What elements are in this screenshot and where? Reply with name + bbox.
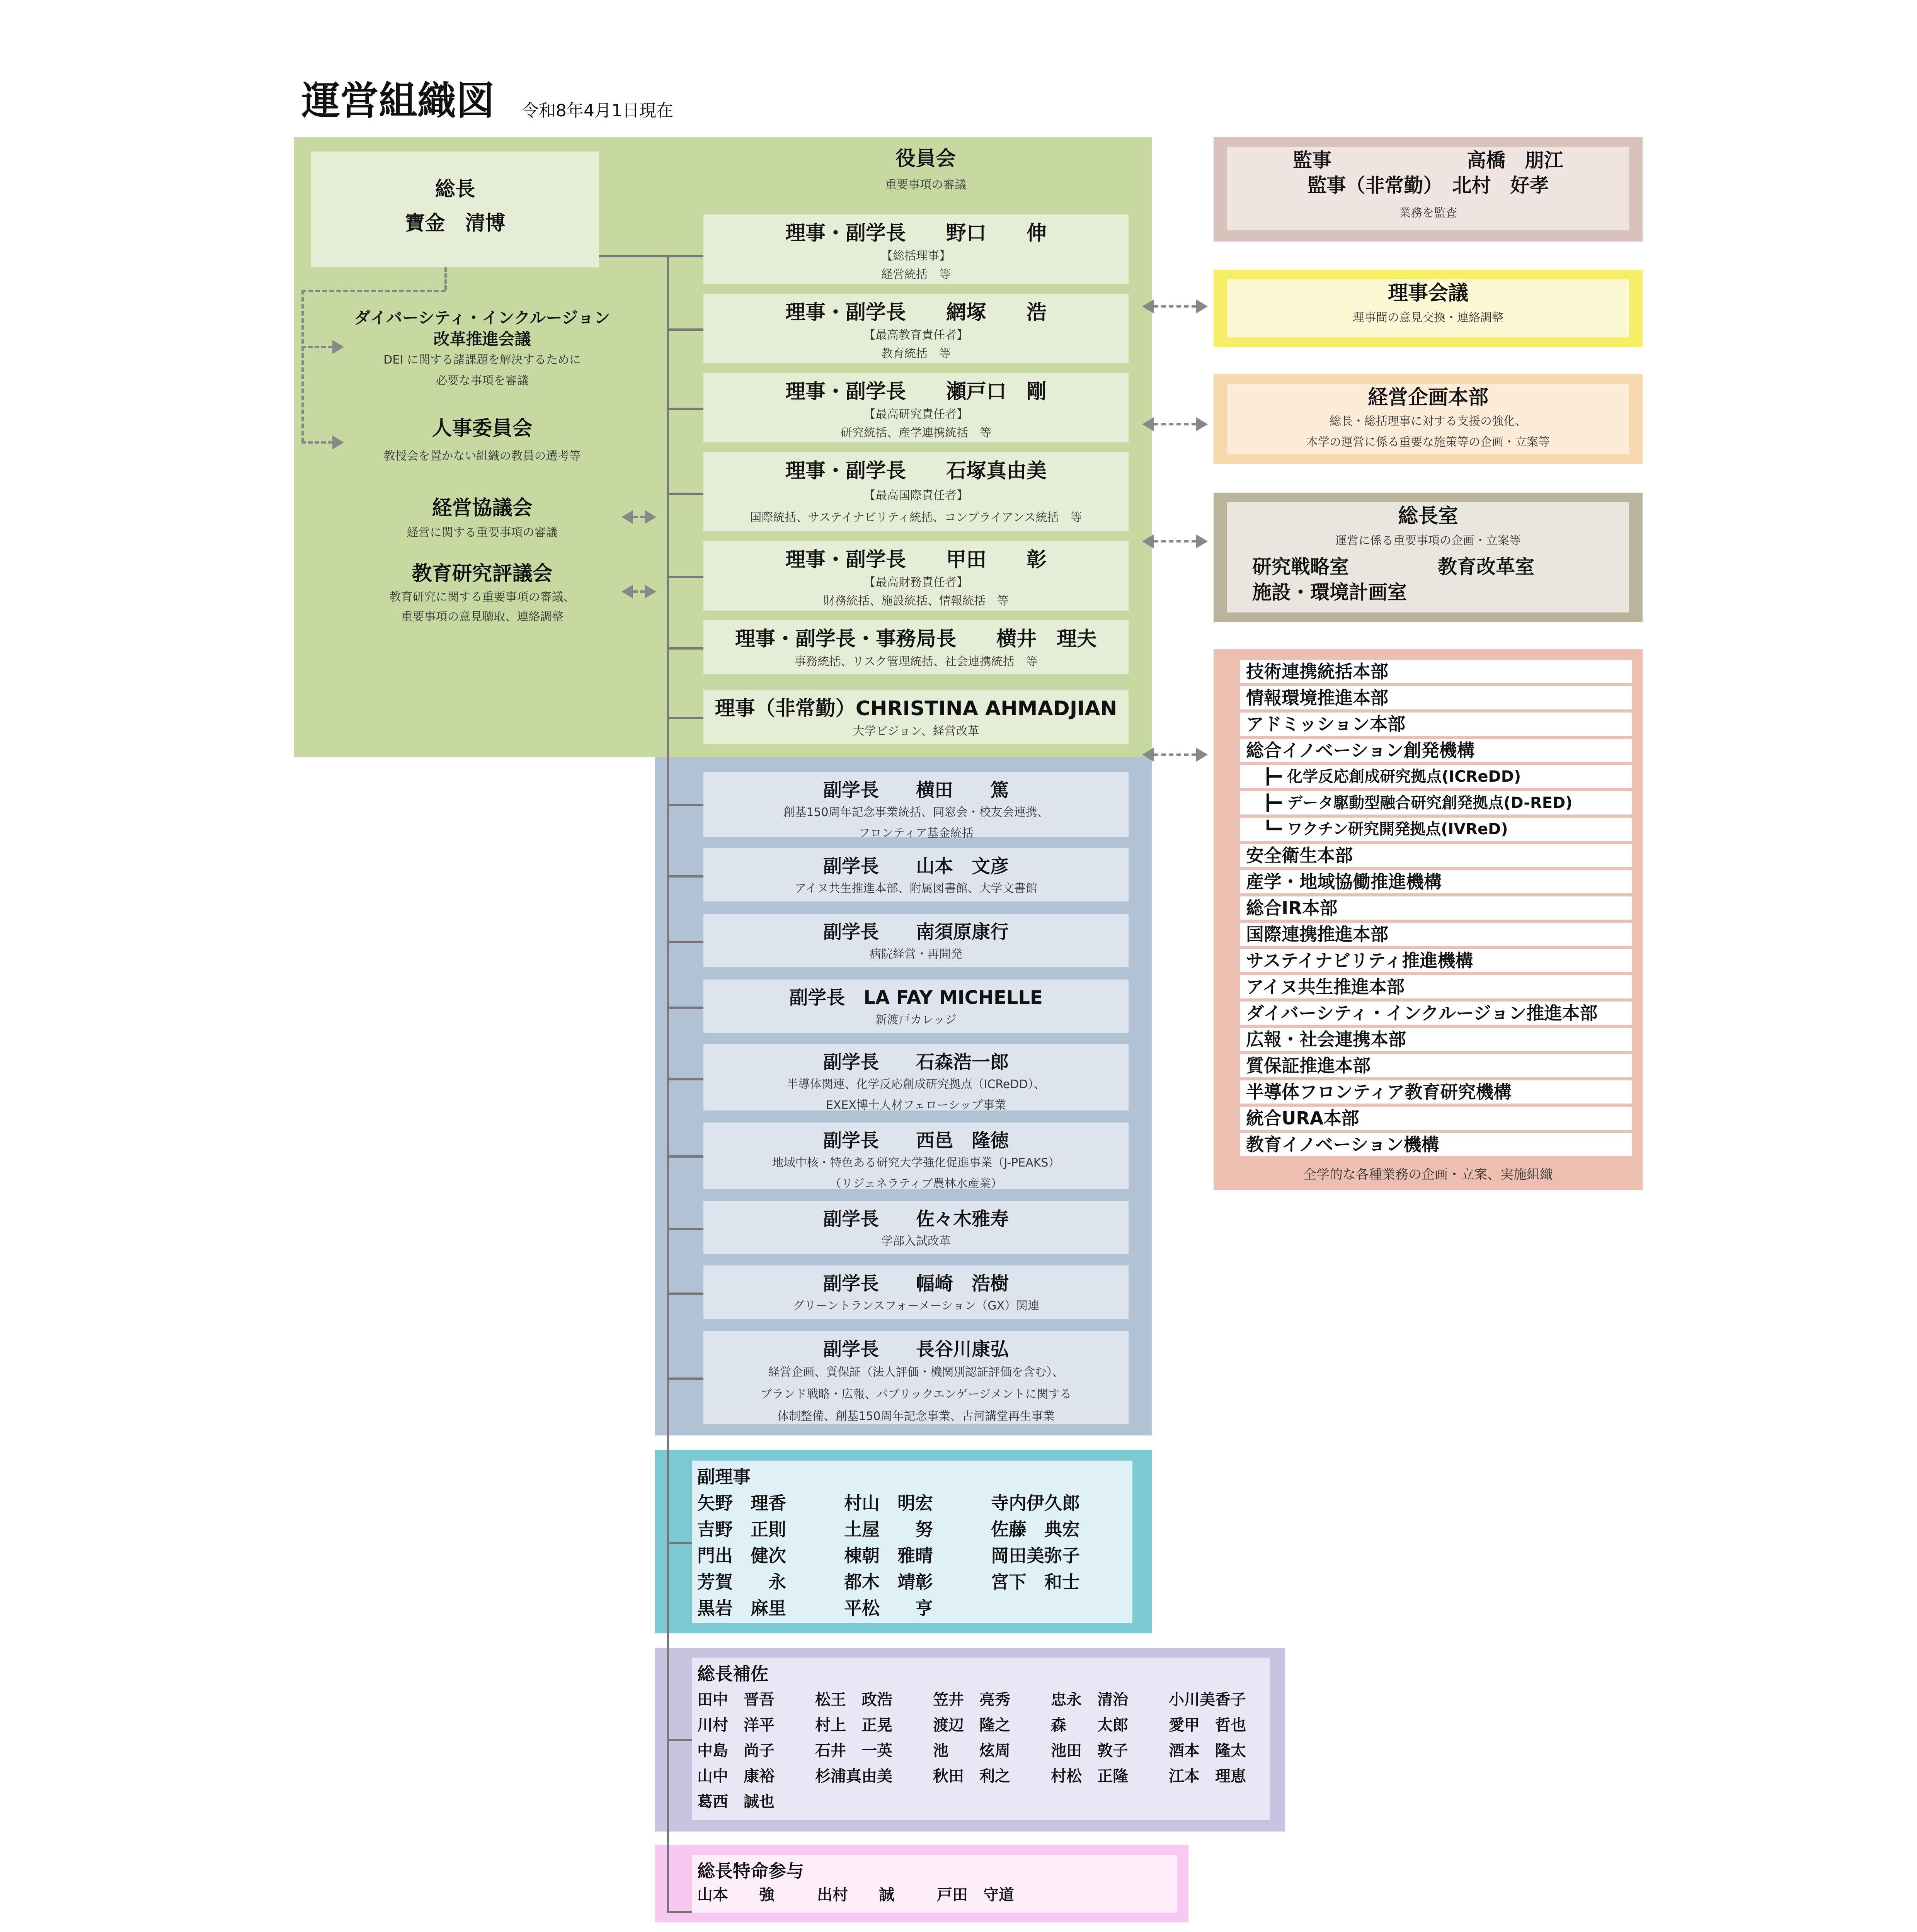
director-card[interactable] (703, 452, 1129, 531)
vp-duty: 病院経営・再開発 (870, 947, 962, 961)
unit-item[interactable]: 国際連携推進本部 (1239, 922, 1633, 947)
unit-item[interactable]: 総合イノベーション創発機構 (1239, 738, 1633, 763)
assistant-row: 川村 洋平 村上 正晃 渡辺 隆之 森 太郎 愛甲 哲也 (697, 1716, 1246, 1734)
vicedirector-row: 黒岩 麻里 平松 亨 (697, 1598, 933, 1619)
president-title: 総長 (435, 178, 475, 201)
director-card[interactable] (703, 690, 1129, 744)
director-card[interactable] (703, 294, 1129, 363)
committee-title: 人事委員会 (432, 417, 533, 440)
vicedirector-row: 吉野 正則 土屋 努 佐藤 典宏 (697, 1519, 1080, 1540)
office-item[interactable]: 研究戦略室 (1252, 555, 1349, 578)
vp-name: 副学長 石森浩一郎 (823, 1051, 1009, 1073)
unit-item[interactable]: 質保証推進本部 (1239, 1053, 1633, 1078)
director-role: 【最高研究責任者】 (864, 407, 968, 421)
board-title: 役員会 (895, 147, 956, 170)
director-role: 【最高国際責任者】 (864, 488, 968, 502)
unit-item[interactable]: 安全衛生本部 (1239, 843, 1633, 868)
assistant-row: 葛西 誠也 (697, 1793, 775, 1811)
president-box[interactable] (311, 151, 599, 267)
board-desc: 重要事項の審議 (885, 178, 966, 192)
committee-desc: 必要な事項を審議 (436, 374, 529, 388)
connector-line (667, 493, 703, 495)
vp-duty: 新渡戸カレッジ (875, 1013, 957, 1027)
connector-line (667, 1378, 703, 1380)
unit-subitem[interactable]: ┣━ データ駆動型融合研究創発拠点(D-RED) (1239, 790, 1633, 816)
committee-title: 改革推進会議 (433, 329, 531, 349)
assistant-box[interactable] (692, 1658, 1270, 1820)
connector-line (667, 941, 703, 943)
connector-line (667, 328, 703, 331)
management-council[interactable] (344, 491, 620, 544)
units-footer: 全学的な各種業務の企画・立案、実施組織 (1303, 1167, 1553, 1182)
vp-name: 副学長 幅崎 浩樹 (823, 1273, 1009, 1294)
committee-title: 経営協議会 (432, 497, 533, 520)
connector-line (667, 1228, 703, 1230)
vp-name: 副学長 横田 篤 (823, 779, 1009, 801)
unit-item[interactable]: アドミッション本部 (1239, 711, 1633, 737)
vp-card[interactable] (703, 1331, 1129, 1424)
director-duty: 経営統括 等 (881, 267, 951, 281)
arrow-left-icon (621, 585, 633, 599)
director-name: 理事・副学長 網塚 浩 (785, 301, 1047, 324)
special-title: 総長特命参与 (697, 1861, 804, 1881)
arrow-left-icon (1142, 299, 1154, 313)
connector-line (667, 408, 703, 410)
unit-item[interactable]: ダイバーシティ・インクルージョン推進本部 (1239, 1000, 1633, 1026)
council-title: 理事会議 (1388, 282, 1468, 305)
connector-dashed (1154, 753, 1196, 756)
education-research-council[interactable] (344, 556, 620, 626)
connector-line (667, 1155, 703, 1158)
vp-card[interactable] (703, 772, 1129, 840)
vp-name: 副学長 LA FAY MICHELLE (789, 987, 1043, 1009)
arrow-left-icon (621, 510, 633, 524)
director-duty: 財務統括、施設統括、情報統括 等 (823, 594, 1009, 608)
vicedirector-row: 芳賀 永 都木 靖彰 宮下 和士 (697, 1571, 1080, 1592)
arrow-right-icon (1196, 748, 1208, 762)
connector-dashed (1154, 540, 1196, 543)
vp-duty: 学部入試改革 (881, 1235, 951, 1248)
director-name: 理事・副学長 野口 伸 (785, 222, 1047, 245)
unit-item[interactable]: 情報環境推進本部 (1239, 685, 1633, 711)
vicedirector-row: 矢野 理香 村山 明宏 寺内伊久郎 (697, 1493, 1080, 1514)
office-item[interactable]: 教育改革室 (1438, 555, 1534, 578)
connector-dashed (1154, 305, 1196, 308)
vp-duty: 半導体関連、化学反応創成研究拠点（ICReDD）、 (787, 1078, 1045, 1092)
planning-desc: 総長・総括理事に対する支援の強化、 (1330, 414, 1527, 428)
connector-dashed (301, 346, 332, 348)
vp-duty: 創基150周年記念事業統括、同窓会・校友会連携、 (783, 806, 1049, 820)
unit-item[interactable]: 教育イノベーション機構 (1239, 1132, 1633, 1157)
connector-dashed (633, 590, 645, 593)
office-item[interactable]: 施設・環境計画室 (1252, 581, 1407, 604)
director-role: 【最高教育責任者】 (864, 328, 968, 342)
gov-date: 令和8年4月1日現在 (522, 101, 673, 121)
special-box[interactable] (692, 1855, 1177, 1913)
assistant-row: 山中 康裕 杉浦真由美 秋田 利之 村松 正隆 江本 理恵 (697, 1767, 1246, 1785)
director-role: 【総括理事】 (881, 249, 951, 263)
connector-dashed (444, 267, 447, 290)
unit-item[interactable]: 技術連携統括本部 (1239, 659, 1633, 684)
committee-desc: 経営に関する重要事項の審議 (407, 526, 558, 539)
vp-duty: グリーントランスフォーメーション（GX）関連 (792, 1299, 1040, 1313)
vp-name: 副学長 南須原康行 (823, 921, 1009, 943)
connector-line (599, 255, 703, 257)
unit-subitem[interactable]: ┣━ 化学反応創成研究拠点(ICReDD) (1239, 764, 1633, 789)
gov-title: 運営組織図 (301, 78, 495, 123)
unit-item[interactable]: 総合IR本部 (1239, 895, 1633, 921)
arrow-right-icon (1196, 534, 1208, 548)
vicedirector-title: 副理事 (697, 1466, 751, 1487)
auditors-desc: 業務を監査 (1399, 206, 1457, 220)
connector-line (667, 1911, 692, 1913)
vicedirector-row: 門出 健次 棟朝 雅晴 岡田美弥子 (697, 1545, 1080, 1566)
director-card[interactable] (703, 373, 1129, 442)
vp-card[interactable] (703, 914, 1129, 967)
director-duty: 国際統括、サステイナビリティ統括、コンプライアンス統括 等 (750, 510, 1082, 524)
vp-name: 副学長 西邑 隆徳 (823, 1130, 1009, 1151)
director-name: 理事・副学長 石塚真由美 (785, 459, 1047, 483)
office-title: 総長室 (1398, 505, 1458, 528)
unit-item[interactable]: サステイナビリティ推進機構 (1239, 948, 1633, 973)
vp-card[interactable] (703, 980, 1129, 1033)
office-desc: 運営に係る重要事項の企画・立案等 (1335, 534, 1521, 548)
arrow-right-icon (1196, 417, 1208, 431)
vp-duty: 体制整備、創基150周年記念事業、古河講堂再生事業 (777, 1410, 1055, 1423)
director-name: 理事・副学長 甲田 彰 (785, 548, 1047, 571)
committee-title: 教育研究評議会 (412, 562, 553, 585)
connector-line (667, 1293, 703, 1295)
unit-item[interactable]: 産学・地域協働推進機構 (1239, 869, 1633, 895)
office-items (1252, 554, 1643, 605)
connector-line (667, 804, 703, 806)
connector-dashed (301, 290, 446, 292)
unit-item[interactable]: 半導体フロンティア教育研究機構 (1239, 1079, 1633, 1105)
vp-card[interactable] (703, 1122, 1129, 1189)
vp-duty: アイヌ共生推進本部、附属図書館、大学文書館 (795, 882, 1037, 896)
council-box[interactable] (1214, 270, 1643, 347)
connector-dashed (633, 516, 645, 518)
auditor-name: 監事 高橋 朋江 (1293, 149, 1563, 172)
vp-duty: EXEX博士人材フェローシップ事業 (826, 1099, 1006, 1112)
auditor-name: 監事（非常勤） 北村 好孝 (1307, 174, 1549, 197)
director-duty: 研究統括、産学連携統括 等 (841, 426, 991, 440)
vp-duty: 地域中核・特色ある研究大学強化促進事業（J-PEAKS） (772, 1156, 1060, 1170)
connector-dashed (1154, 423, 1196, 425)
unit-item[interactable]: 統合URA本部 (1239, 1105, 1633, 1131)
assistant-row: 田中 晋吾 松王 政浩 笠井 亮秀 忠永 清治 小川美香子 (697, 1691, 1246, 1709)
director-card[interactable] (703, 541, 1129, 611)
unit-item[interactable]: アイヌ共生推進本部 (1239, 974, 1633, 1000)
planning-box[interactable] (1214, 374, 1643, 464)
director-duty: 教育統括 等 (881, 347, 951, 361)
assistant-title: 総長補佐 (697, 1663, 768, 1684)
connector-line (667, 576, 703, 578)
vp-duty: ブランド戦略・広報、パブリックエンゲージメントに関する (760, 1388, 1072, 1401)
office-box[interactable] (1214, 493, 1643, 622)
connector-line (667, 1007, 703, 1009)
vp-card[interactable] (703, 1201, 1129, 1254)
planning-title: 経営企画本部 (1367, 386, 1488, 409)
connector-dashed (301, 290, 304, 442)
arrow-right-icon (332, 435, 344, 449)
committee-desc: 重要事項の意見聴取、連絡調整 (401, 610, 564, 624)
arrow-right-icon (332, 340, 344, 354)
committee-desc: DEI に関する諸課題を解決するために (383, 353, 581, 367)
special-row: 山本 強 出村 誠 戸田 守道 (697, 1886, 1014, 1904)
connector-spine (667, 255, 669, 1913)
arrow-left-icon (1142, 534, 1154, 548)
vp-name: 副学長 山本 文彦 (823, 855, 1009, 877)
director-role: 【最高財務責任者】 (864, 575, 968, 589)
arrow-right-icon (645, 510, 656, 524)
council-desc: 理事間の意見交換・連絡調整 (1353, 311, 1503, 325)
president-name: 寶金 清博 (405, 211, 506, 235)
director-card[interactable] (703, 620, 1129, 674)
vp-card[interactable] (703, 1265, 1129, 1319)
director-card[interactable] (703, 214, 1129, 284)
connector-line (667, 717, 703, 719)
vicedirector-box[interactable] (692, 1461, 1132, 1623)
vp-duty: 経営企画、質保証（法人評価・機関別認証評価を含む）、 (768, 1366, 1064, 1379)
unit-item[interactable]: 広報・社会連携本部 (1239, 1027, 1633, 1052)
director-name: 理事・副学長 瀬戸口 剛 (785, 380, 1047, 403)
vp-card[interactable] (703, 1044, 1129, 1111)
vp-duty: （リジェネラティブ農林水産業） (829, 1177, 1003, 1191)
committee-desc: 教育研究に関する重要事項の審議、 (389, 590, 575, 604)
vp-name: 副学長 佐々木雅寿 (823, 1208, 1009, 1230)
arrow-left-icon (1142, 748, 1154, 762)
committee-title: ダイバーシティ・インクルージョン (354, 308, 610, 327)
arrow-right-icon (645, 585, 656, 599)
director-duty: 事務統括、リスク管理統括、社会連携統括 等 (794, 655, 1038, 668)
auditors-box[interactable] (1214, 137, 1643, 242)
arrow-left-icon (1142, 417, 1154, 431)
arrow-right-icon (1196, 299, 1208, 313)
unit-subitem[interactable]: ┗━ ワクチン研究開発拠点(IVReD) (1239, 816, 1633, 842)
connector-line (667, 875, 703, 878)
dei-council[interactable] (344, 302, 620, 399)
connector-line (667, 1739, 692, 1741)
connector-line (667, 1078, 703, 1080)
personnel-committee[interactable] (344, 410, 620, 468)
vp-card[interactable] (703, 848, 1129, 901)
committee-desc: 教授会を置かない組織の教員の選考等 (383, 449, 581, 463)
connector-line (667, 1542, 692, 1544)
vp-duty: フロンティア基金統括 (858, 827, 974, 840)
planning-desc: 本学の運営に係る重要な施策等の企画・立案等 (1306, 435, 1550, 449)
assistant-row: 中島 尚子 石井 一英 池 炫周 池田 敦子 酒本 隆太 (697, 1742, 1246, 1760)
connector-line (667, 647, 703, 650)
director-name: 理事・副学長・事務局長 横井 理夫 (735, 628, 1097, 651)
connector-dashed (301, 441, 332, 444)
director-name: 理事（非常勤）CHRISTINA AHMADJIAN (715, 697, 1117, 720)
vp-name: 副学長 長谷川康弘 (823, 1338, 1009, 1360)
director-duty: 大学ビジョン、経営改革 (853, 724, 979, 738)
